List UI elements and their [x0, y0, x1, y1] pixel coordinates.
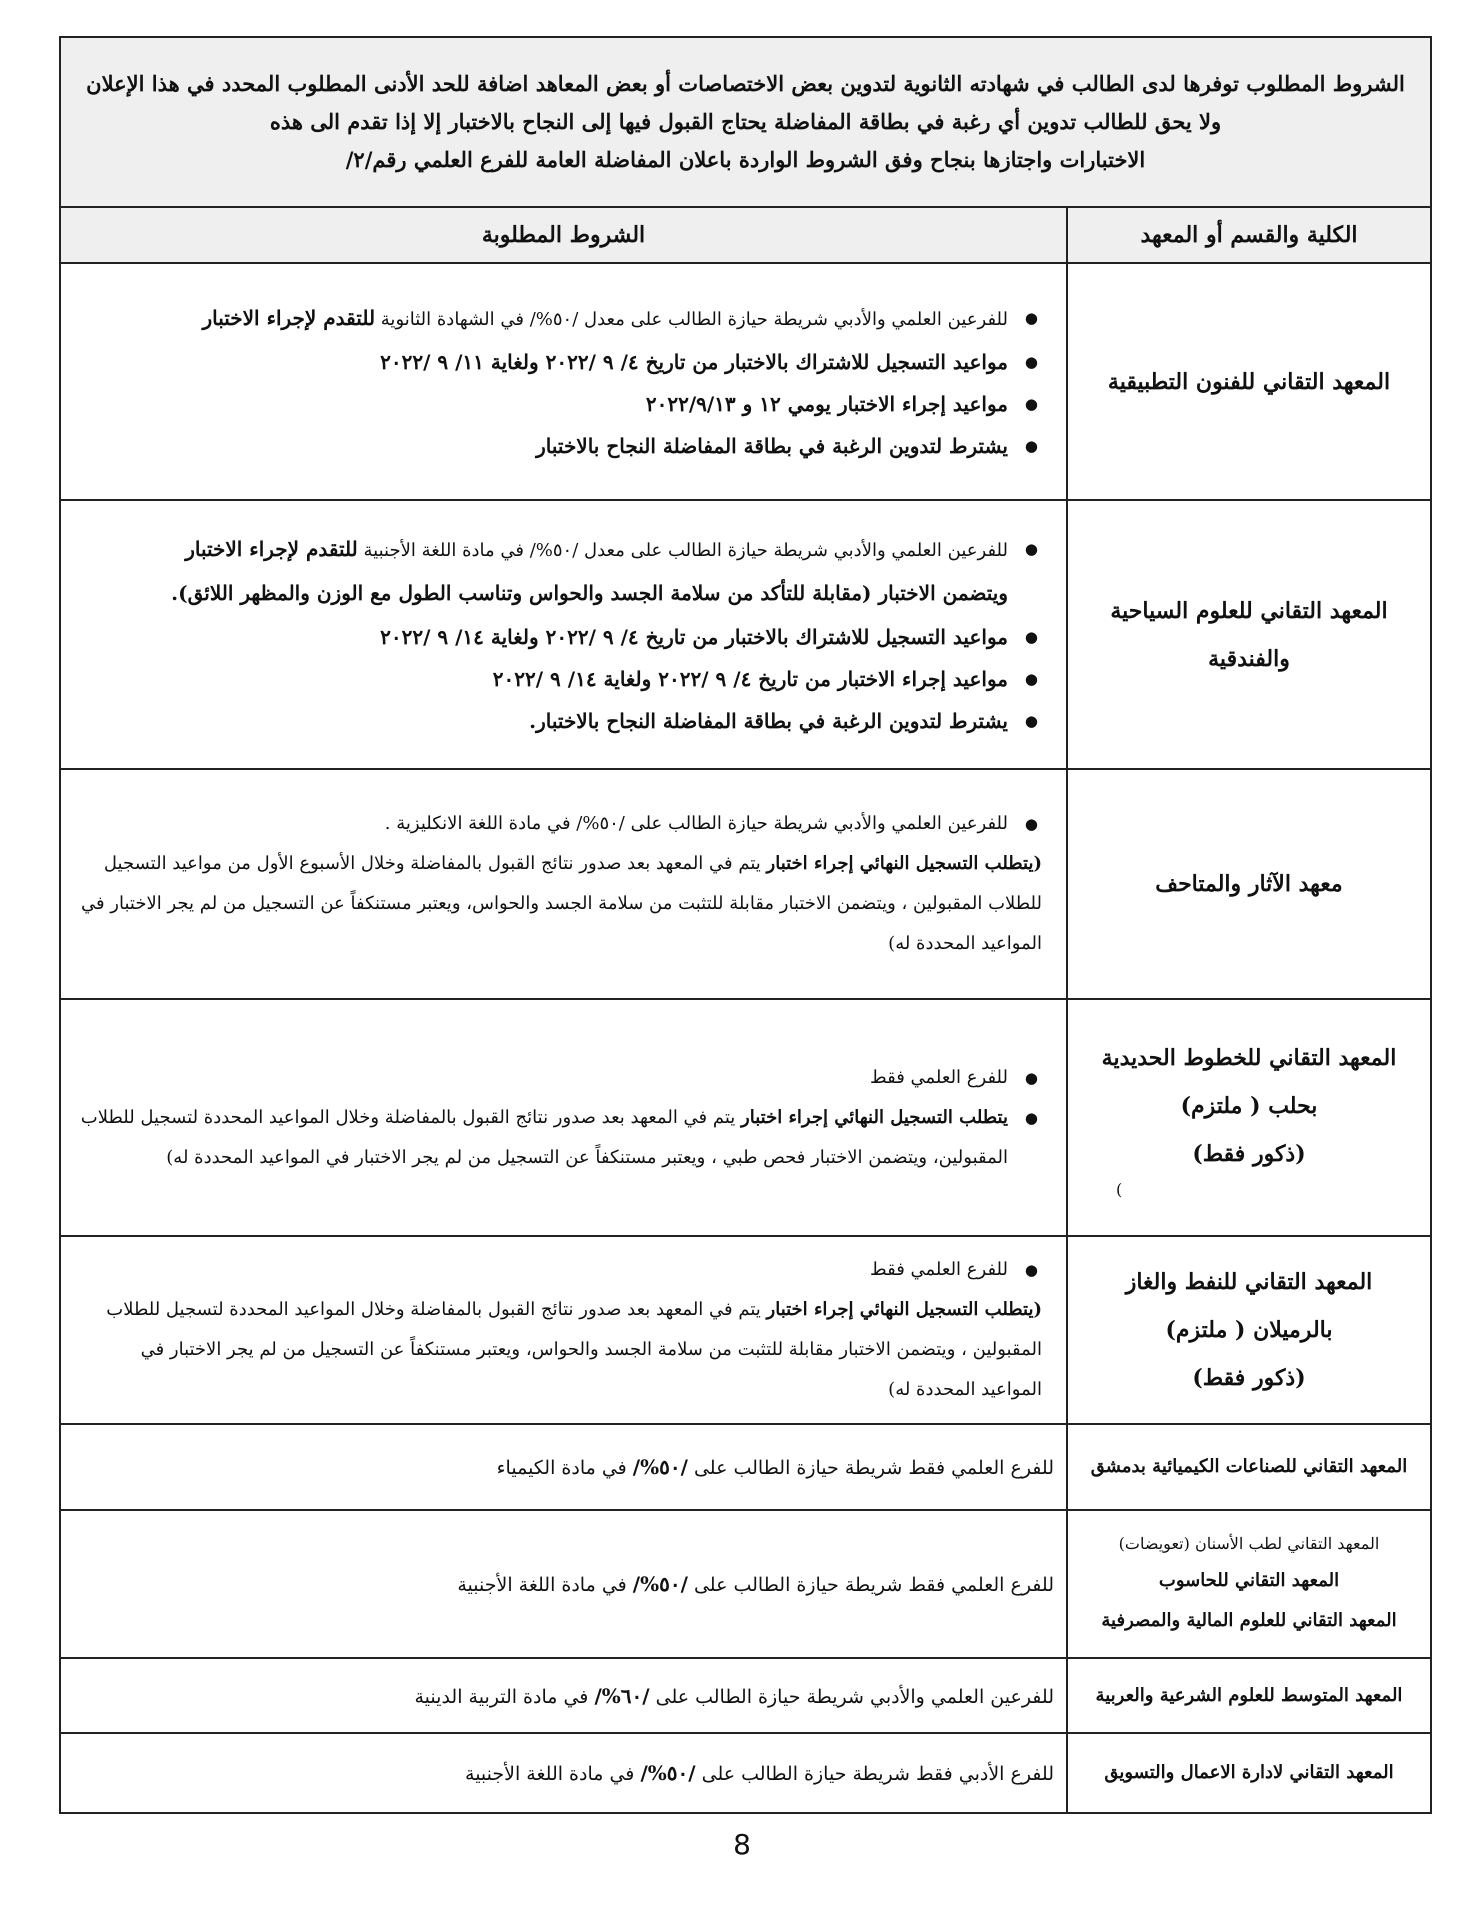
- institute-gender-note: (ذكور فقط): [1192, 1365, 1306, 1391]
- institute-name: المعهد التقاني لطب الأسنان (تعويضات): [1118, 1534, 1380, 1553]
- page-number: 8: [733, 1828, 751, 1861]
- table-row: [60, 999, 1431, 1236]
- institute-name: معهد الآثار والمتاحف: [1155, 871, 1343, 897]
- table-row: [60, 1424, 1431, 1510]
- institute-name: المعهد التقاني للفنون التطبيقية: [1107, 368, 1391, 395]
- intro-line-1: الشروط المطلوب توفرها لدى الطالب في شهادته الثانوية لتدوين بعض الاختصاصات أو بعض المعاهد اضافة للحد الأدنى المطلوب المحدد في هذا الإعلان: [86, 71, 1405, 96]
- institute-cell: [1067, 500, 1431, 769]
- institute-name: المعهد التقاني للحاسوب: [1158, 1570, 1340, 1591]
- institute-name: المعهد التقاني للعلوم المالية والمصرفية: [1101, 1610, 1397, 1631]
- conditions-cell: [60, 500, 1067, 769]
- condition-item: ● مواعيد إجراء الاختبار يومي ١٢ و ٢٠٢٢/٩/١٣: [77, 383, 1042, 425]
- header-institute: الكلية والقسم أو المعهد: [1067, 207, 1431, 263]
- table-row: [60, 500, 1431, 769]
- condition-item: ● يتطلب التسجيل النهائي إجراء اختبار يتم في المعهد بعد صدور نتائج القبول بالمفاضلة وخلال المواعيد المحددة لتسجيل للطلاب المقبولين، ويتضمن الاختبار فحص طبي ، ويعتبر مستنكفاً عن التسجيل من لم يجر الاختبار في المواعيد المحددة له): [77, 1098, 1042, 1178]
- conditions-cell: [60, 769, 1067, 999]
- conditions-cell: للفرع العلمي فقط شريطة حيازة الطالب على /٥٠%/ في مادة اللغة الأجنبية: [60, 1510, 1067, 1658]
- institute-cell: [1067, 1658, 1431, 1733]
- institute-cell: [1067, 769, 1431, 999]
- conditions-cell: [60, 999, 1067, 1236]
- table-row: [60, 1658, 1431, 1733]
- condition-note: (يتطلب التسجيل النهائي إجراء اختبار يتم في المعهد بعد صدور نتائج القبول بالمفاضلة وخلال الأسبوع الأول من مواعيد التسجيل للطلاب المقبولين ، ويتضمن الاختبار مقابلة للتثبت من سلامة الجسد والحواس، ويعتبر مستنكفاً عن التسجيل من لم يجر الاختبار في المواعيد المحددة له): [80, 853, 1042, 954]
- stray-bracket: ): [1116, 1179, 1123, 1199]
- table-row: [60, 1510, 1431, 1658]
- condition-item: ● للفرع العلمي فقط: [77, 1058, 1042, 1098]
- header-row: [60, 207, 1431, 263]
- conditions-table: [59, 36, 1432, 1814]
- condition-item: ● مواعيد إجراء الاختبار من تاريخ ٤/ ٩ /٢٠٢٢ ولغاية ١٤/ ٩ /٢٠٢٢: [77, 658, 1042, 700]
- table-row: [60, 1733, 1431, 1813]
- condition-note: (يتطلب التسجيل النهائي إجراء اختبار يتم في المعهد بعد صدور نتائج القبول بالمفاضلة وخلال المواعيد المحددة لتسجيل للطلاب المقبولين ، ويتضمن الاختبار مقابلة للتثبت من سلامة الجسد والحواس، ويعتبر مستنكفاً عن التسجيل من لم يجر الاختبار في المواعيد المحددة له): [106, 1299, 1042, 1400]
- conditions-cell: [60, 263, 1067, 500]
- table-row: [60, 263, 1431, 500]
- condition-item: ● للفرع العلمي فقط: [77, 1250, 1042, 1290]
- condition-item: ● يشترط لتدوين الرغبة في بطاقة المفاضلة النجاح بالاختبار: [77, 425, 1042, 467]
- institute-cell: [1067, 1733, 1431, 1813]
- institute-cell: [1067, 263, 1431, 500]
- conditions-cell: للفرع الأدبي فقط شريطة حيازة الطالب على /٥٠%/ في مادة اللغة الأجنبية: [60, 1733, 1067, 1813]
- intro-row: [60, 37, 1431, 207]
- intro-text: [60, 37, 1431, 207]
- intro-line-2: ولا يحق للطالب تدوين أي رغبة في بطاقة المفاضلة يحتاج القبول فيها إلى النجاح بالاختبار إلا إذا تقدم الى هذه: [269, 109, 1222, 134]
- institute-cell: [1067, 1424, 1431, 1510]
- conditions-cell: [60, 1236, 1067, 1424]
- institute-cell: [1067, 999, 1431, 1236]
- institute-name: المعهد المتوسط للعلوم الشرعية والعربية: [1095, 1684, 1403, 1706]
- conditions-cell: للفرع العلمي فقط شريطة حيازة الطالب على /٥٠%/ في مادة الكيمياء: [60, 1424, 1067, 1510]
- institute-cell: [1067, 1236, 1431, 1424]
- condition-item: ● للفرعين العلمي والأدبي شريطة حيازة الطالب على معدل /٥٠%/ في مادة اللغة الأجنبية للتقدم لإجراء الاختبار ويتضمن الاختبار (مقابلة للتأكد من سلامة الجسد والحواس وتناسب الطول مع الوزن والمظهر اللائق).: [77, 528, 1042, 616]
- condition-item: ● يشترط لتدوين الرغبة في بطاقة المفاضلة النجاح بالاختبار.: [77, 700, 1042, 742]
- header-conditions: الشروط المطلوبة: [60, 207, 1067, 263]
- condition-item: ● للفرعين العلمي والأدبي شريطة حيازة الطالب على /٥٠%/ في مادة اللغة الانكليزية .: [77, 804, 1042, 844]
- institute-cell: [1067, 1510, 1431, 1658]
- institute-name: المعهد التقاني للنفط والغاز: [1125, 1269, 1373, 1295]
- institute-gender-note: (ذكور فقط): [1192, 1140, 1306, 1167]
- institute-name: المعهد التقاني للصناعات الكيميائية بدمشق: [1090, 1456, 1408, 1477]
- condition-item: ● للفرعين العلمي والأدبي شريطة حيازة الطالب على معدل /٥٠%/ في الشهادة الثانوية للتقدم لإجراء الاختبار: [77, 297, 1042, 341]
- institute-name: المعهد التقاني للخطوط الحديدية: [1101, 1044, 1397, 1071]
- table-row: [60, 769, 1431, 999]
- condition-item: ● مواعيد التسجيل للاشتراك بالاختبار من تاريخ ٤/ ٩ /٢٠٢٢ ولغاية ١١/ ٩ /٢٠٢٢: [77, 341, 1042, 383]
- condition-item: ● مواعيد التسجيل للاشتراك بالاختبار من تاريخ ٤/ ٩ /٢٠٢٢ ولغاية ١٤/ ٩ /٢٠٢٢: [77, 616, 1042, 658]
- institute-name-cont: والفندقية: [1208, 645, 1290, 672]
- table-row: [60, 1236, 1431, 1424]
- intro-line-3: الاختبارات واجتازها بنجاح وفق الشروط الواردة باعلان المفاضلة العامة للفرع العلمي رقم/٢/: [345, 147, 1146, 172]
- institute-name-cont: بحلب ( ملتزم): [1180, 1092, 1318, 1119]
- conditions-cell: للفرعين العلمي والأدبي شريطة حيازة الطالب على /٦٠%/ في مادة التربية الدينية: [60, 1658, 1067, 1733]
- institute-name-cont: بالرميلان ( ملتزم): [1165, 1317, 1333, 1343]
- institute-name: المعهد التقاني لادارة الاعمال والتسويق: [1104, 1762, 1394, 1783]
- institute-name: المعهد التقاني للعلوم السياحية: [1110, 597, 1388, 624]
